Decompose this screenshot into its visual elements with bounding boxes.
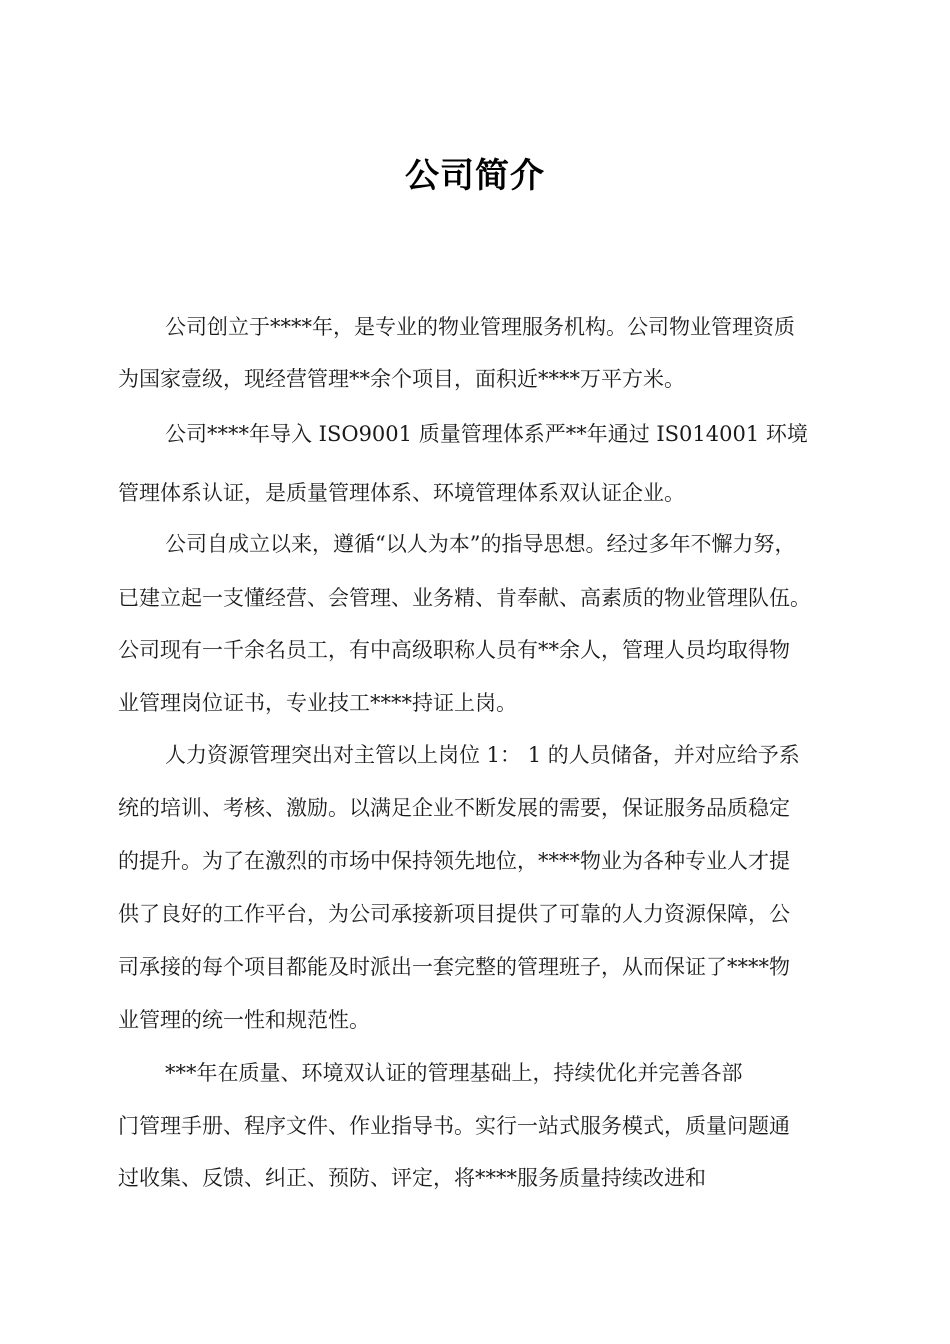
paragraph-line: 已建立起一支懂经营、会管理、业务精、肯奉献、高素质的物业管理队伍。 [118,586,811,610]
page-title: 公司简介 [405,156,545,196]
paragraph-line: 管理体系认证，是质量管理体系、环境管理体系双认证企业。 [118,481,685,505]
paragraph-line: 公司现有一千余名员工，有中高级职称人员有**余人，管理人员均取得物 [118,638,790,662]
paragraph-line: 业管理的统一性和规范性。 [118,1008,370,1032]
paragraph-line: 公司创立于****年，是专业的物业管理服务机构。公司物业管理资质 [165,315,795,339]
paragraph-line: 统的培训、考核、激励。以满足企业不断发展的需要，保证服务品质稳定 [118,796,790,820]
paragraph-line: 门管理手册、程序文件、作业指导书。实行一站式服务模式，质量问题通 [118,1114,790,1138]
paragraph-line: ***年在质量、环境双认证的管理基础上，持续优化并完善各部 [165,1061,743,1085]
paragraph-line: 为国家壹级，现经营管理**余个项目，面积近****万平方米。 [118,367,685,391]
paragraph-line: 人力资源管理突出对主管以上岗位 1： 1 的人员储备，并对应给予系 [165,743,800,767]
paragraph-line: 供了良好的工作平台，为公司承接新项目提供了可靠的人力资源保障，公 [118,902,790,926]
paragraph-line: 公司自成立以来，遵循“以人为本”的指导思想。经过多年不懈力努， [165,532,796,556]
paragraph-line: 公司****年导入 ISO9001 质量管理体系严**年通过 IS014001 环境 [165,422,808,446]
paragraph-line: 过收集、反馈、纠正、预防、评定，将****服务质量持续改进和 [118,1166,706,1190]
paragraph-line: 业管理岗位证书，专业技工****持证上岗。 [118,691,517,715]
paragraph-line: 司承接的每个项目都能及时派出一套完整的管理班子，从而保证了****物 [118,955,790,979]
paragraph-line: 的提升。为了在激烈的市场中保持领先地位，****物业为各种专业人才提 [118,849,790,873]
